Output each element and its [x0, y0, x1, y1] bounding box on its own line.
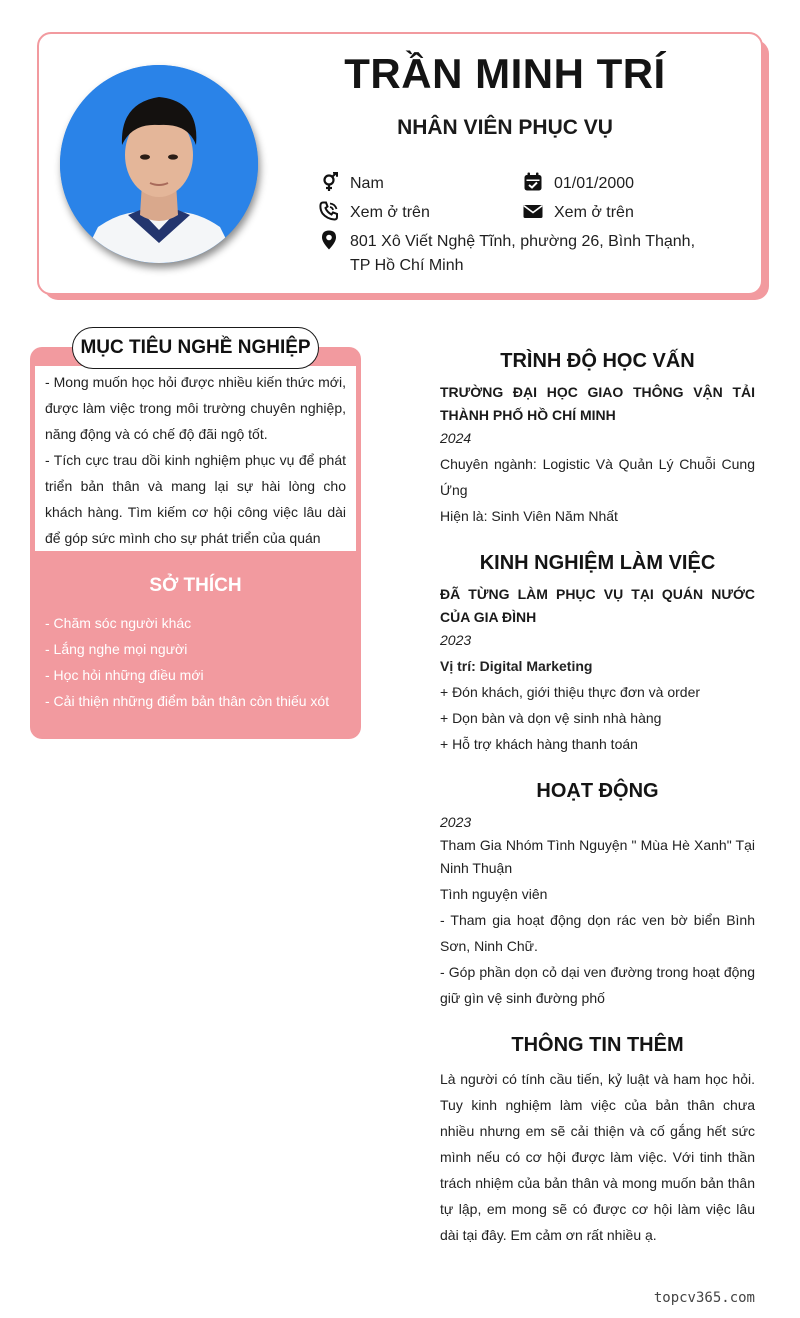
experience-title: KINH NGHIỆM LÀM VIỆC — [479, 552, 716, 574]
education-title: TRÌNH ĐỘ HỌC VẤN — [500, 350, 695, 372]
hobby-item: - Học hỏi những điều mới — [45, 667, 204, 683]
hobby-item: - Chăm sóc người khác — [45, 615, 192, 631]
avatar-photo — [60, 65, 258, 263]
email-icon — [523, 201, 543, 221]
job-title: NHÂN VIÊN PHỤC VỤ — [397, 116, 613, 139]
education-year: 2024 — [440, 430, 472, 446]
gender-icon — [319, 172, 339, 192]
phone-value: Xem ở trên — [350, 204, 430, 221]
education-major: Chuyên ngành: Logistic Và Quản Lý Chuỗi Cung Ứng — [440, 456, 755, 498]
objective-line: - Mong muốn học hỏi được nhiều kiến thức mới, được làm việc trong môi trường chuyên nghiệp, năng động và có chế độ đãi ngộ tốt. — [45, 374, 346, 442]
location-pin-icon — [319, 230, 339, 250]
education-school: TRƯỜNG ĐẠI HỌC GIAO THÔNG VẬN TẢI THÀNH PHỐ HỒ CHÍ MINH — [440, 384, 755, 423]
address-value: 801 Xô Viết Nghệ Tĩnh, phường 26, Bình Thạnh, TP Hồ Chí Minh — [350, 233, 696, 274]
activities-year: 2023 — [440, 814, 472, 830]
additional-text: Là người có tính cầu tiến, kỷ luật và ham học hỏi. Tuy kinh nghiệm làm việc của bản thân chưa nhiều nhưng em sẽ cải thiện và cố gắng hết sức mình nếu có cơ hội được làm việc. Với tinh thần trách nhiệm của bản thân và mong muốn bản thân tự lập, em mong sẽ có được cơ hội làm việc lâu dài tại đây. Em cảm ơn rất nhiều ạ. — [440, 1071, 755, 1243]
address-info — [319, 230, 714, 280]
hobby-item: - Lắng nghe mọi người — [45, 641, 188, 657]
activities-name: Tham Gia Nhóm Tình Nguyện " Mùa Hè Xanh" Tại Ninh Thuận — [440, 837, 755, 876]
gender-info — [319, 172, 499, 196]
experience-year: 2023 — [440, 632, 472, 648]
phone-info — [319, 201, 499, 225]
hobby-item: - Cải thiện những điểm bản thân còn thiếu xót — [45, 693, 330, 709]
activity-item: - Góp phần dọn cỏ dại ven đường trong hoạt động giữ gìn vệ sinh đường phố — [440, 964, 755, 1006]
objective-title: MỤC TIÊU NGHỀ NGHIỆP — [72, 327, 319, 369]
gender-value: Nam — [350, 175, 384, 192]
experience-duties — [440, 679, 755, 757]
activity-item: - Tham gia hoạt động dọn rác ven bờ biển Bình Sơn, Ninh Chữ. — [440, 912, 755, 954]
email-info — [523, 201, 723, 225]
duty-item: + Hỗ trợ khách hàng thanh toán — [440, 736, 638, 752]
objective-text — [45, 369, 346, 551]
birthday-info — [523, 172, 723, 196]
hobbies-list — [45, 610, 355, 714]
education-status: Hiện là: Sinh Viên Năm Nhất — [440, 508, 618, 524]
objective-line: - Tích cực trau dồi kinh nghiệm phục vụ để phát triển bản thân và mang lại sự hài lòng cho khách hàng. Tìm kiếm cơ hội công việc lâu dài để góp sức mình cho sự phát triển của quán — [45, 452, 346, 546]
watermark: topcv365.com — [653, 1290, 755, 1306]
activities-role: Tình nguyện viên — [440, 886, 548, 902]
calendar-icon — [523, 172, 543, 192]
avatar — [60, 65, 258, 263]
duty-item: + Dọn bàn và dọn vệ sinh nhà hàng — [440, 710, 662, 726]
activities-items — [440, 907, 755, 1011]
birthday-value: 01/01/2000 — [554, 175, 635, 192]
candidate-name: TRẦN MINH TRÍ — [344, 50, 666, 97]
hobbies-title: SỞ THÍCH — [149, 575, 242, 596]
activities-title: HOẠT ĐỘNG — [536, 780, 659, 802]
phone-icon — [319, 201, 339, 221]
duty-item: + Đón khách, giới thiệu thực đơn và order — [440, 684, 701, 700]
additional-title: THÔNG TIN THÊM — [511, 1034, 684, 1056]
experience-position: Vị trí: Digital Marketing — [440, 658, 593, 674]
experience-company: ĐÃ TỪNG LÀM PHỤC VỤ TẠI QUÁN NƯỚC CỦA GIA ĐÌNH — [440, 586, 755, 625]
email-value: Xem ở trên — [554, 204, 634, 221]
